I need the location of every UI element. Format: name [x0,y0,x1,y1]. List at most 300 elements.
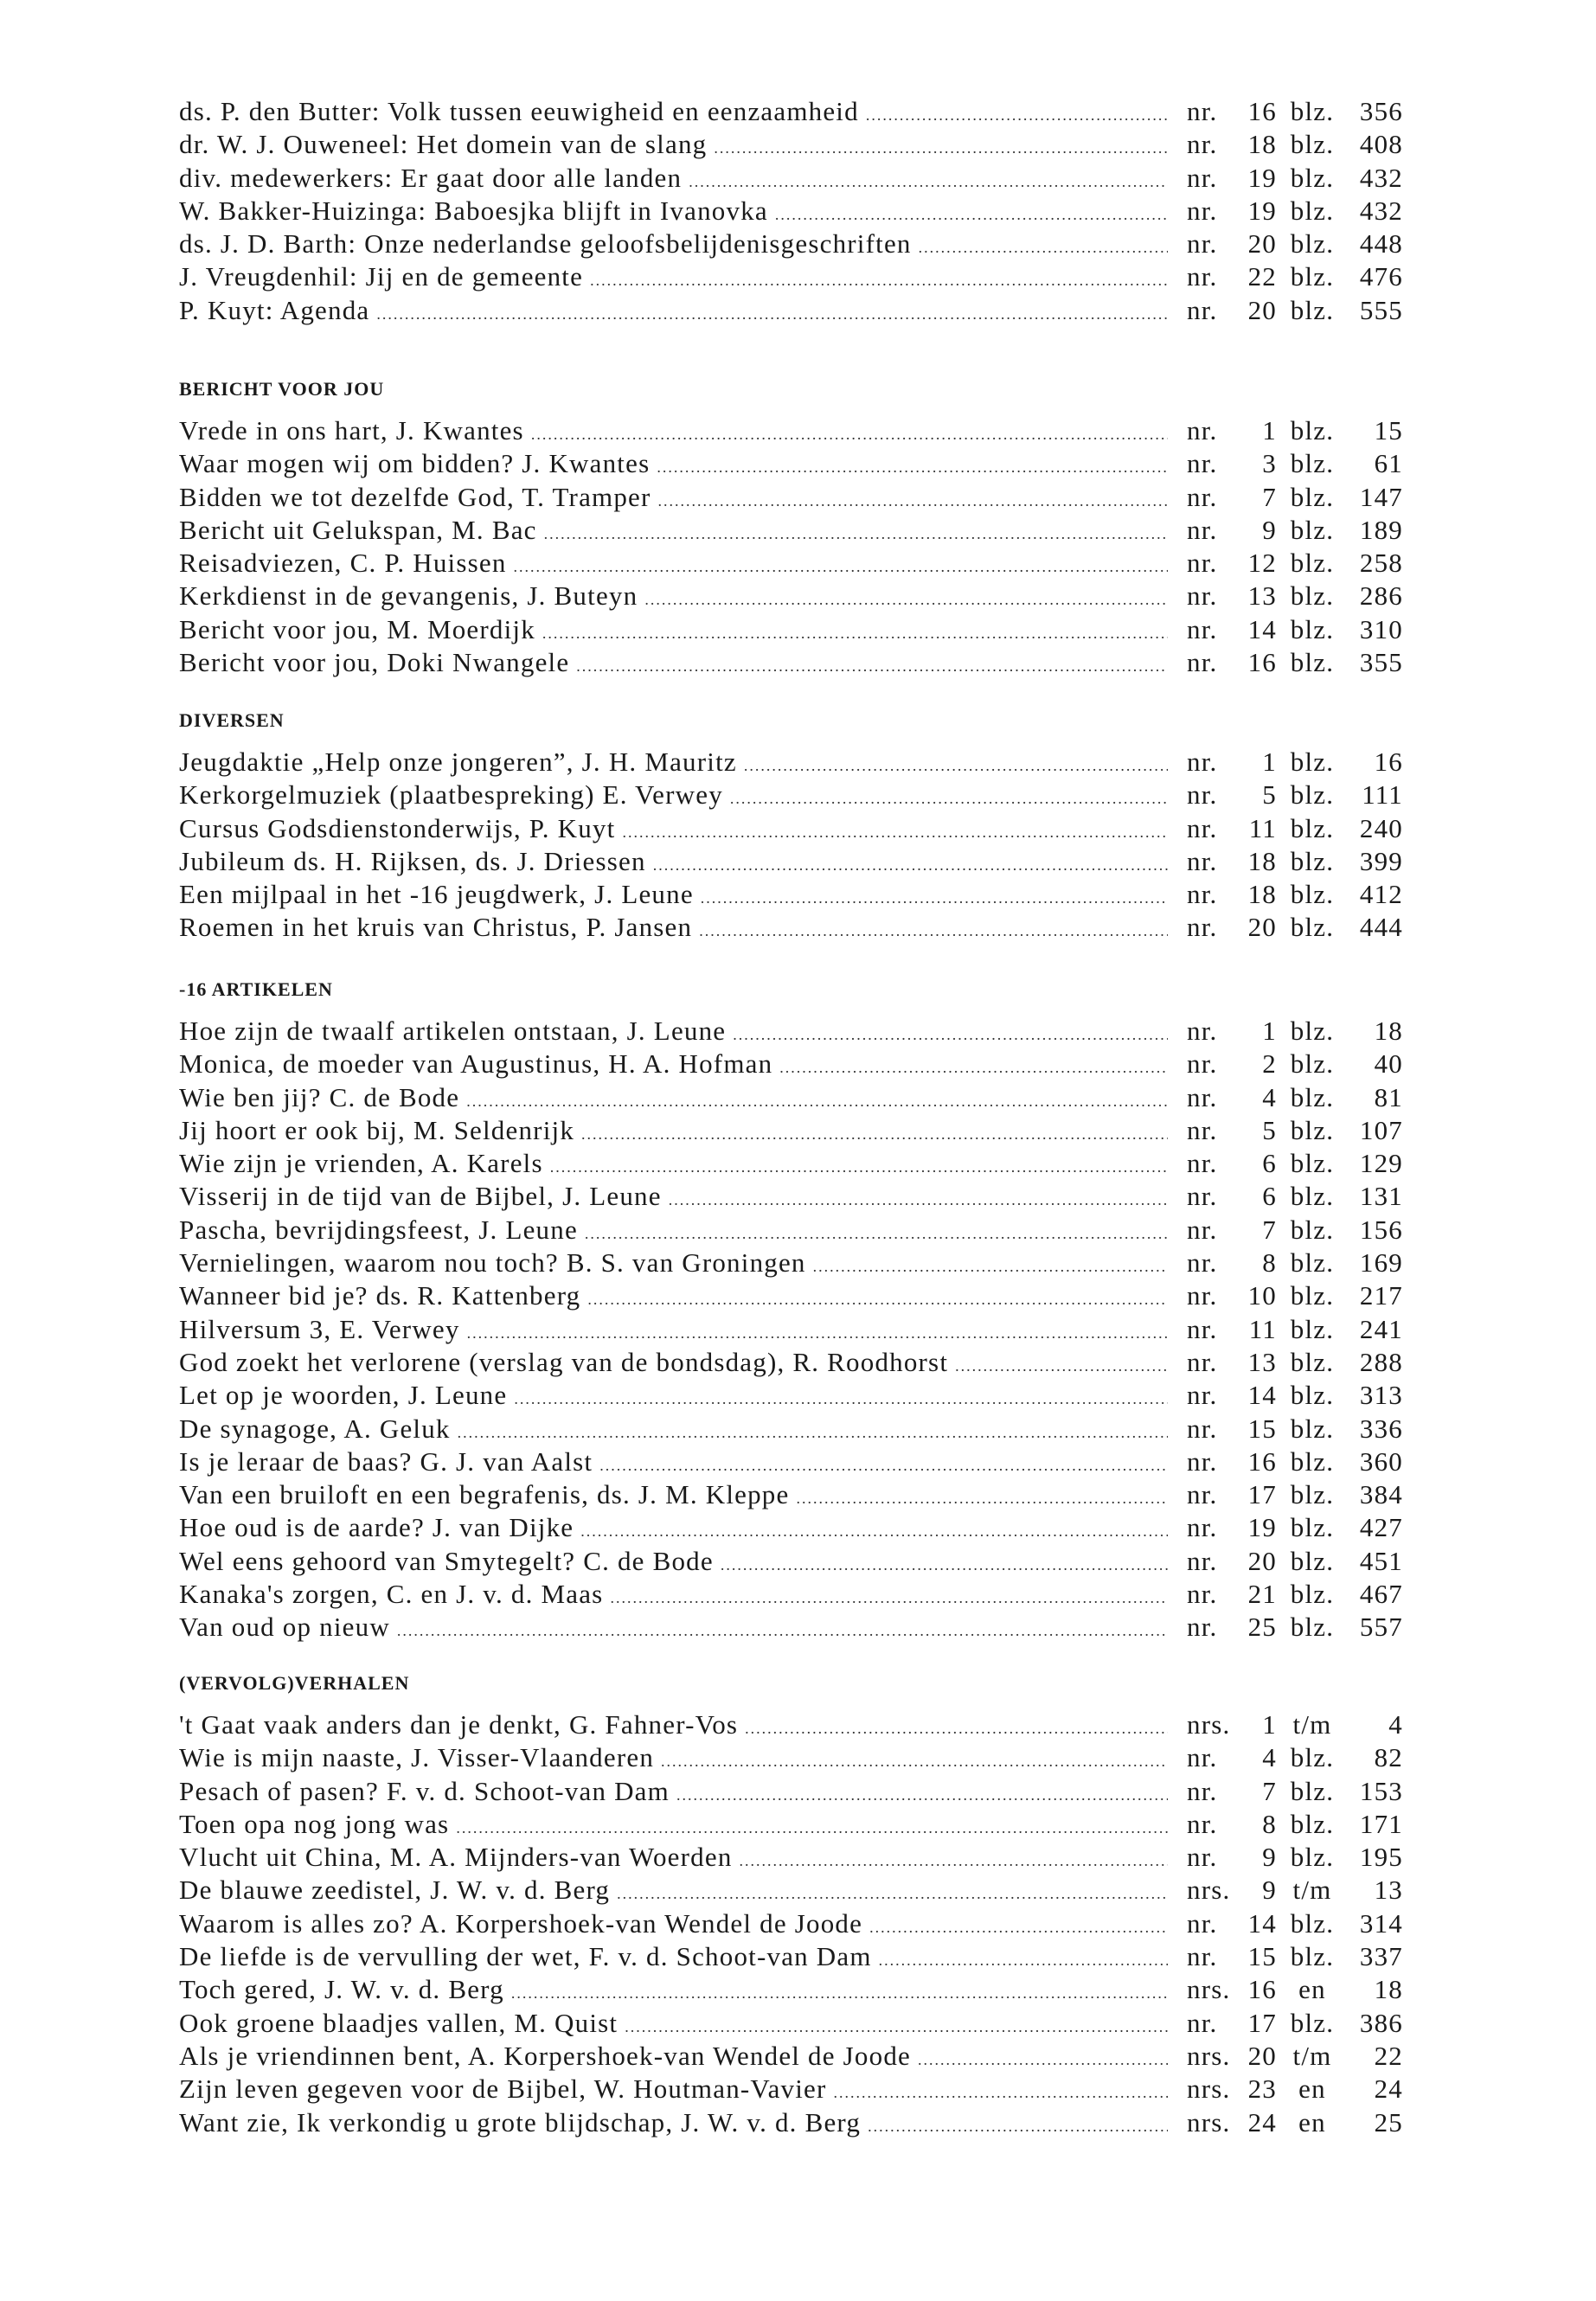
index-entry [179,1147,1403,1180]
entry-title: Vernielingen, waarom nou toch? B. S. van Groningen [179,1247,806,1279]
index-entry [179,1808,1403,1841]
index-entry [179,1413,1403,1445]
ref-separator: blz. [1290,1380,1335,1411]
issue-number: 24 [1247,2106,1277,2138]
dot-leader [456,1811,1168,1844]
issue-number: 13 [1247,1346,1277,1377]
entry-reference [1187,294,1403,327]
index-entry [179,1708,1403,1741]
ref-prefix: nr. [1187,514,1218,545]
ref-prefix: nr. [1187,647,1218,678]
issue-number: 17 [1247,2007,1277,2038]
entry-title: Een mijlpaal in het -16 jeugdwerk, J. Leune [179,879,694,910]
dot-leader [514,1382,1168,1415]
page-number: 476 [1359,261,1403,292]
page-number: 408 [1359,129,1403,160]
entry-title: J. Vreugdenhil: Jij en de gemeente [179,261,584,292]
page-number: 15 [1374,415,1403,445]
entry-title: Wie is mijn naaste, J. Visser-Vlaanderen [179,1742,655,1773]
ref-separator: blz. [1290,1612,1335,1643]
dot-leader [918,2043,1168,2076]
dot-leader [730,782,1168,815]
issue-number: 17 [1247,1479,1277,1510]
ref-separator: blz. [1290,415,1335,445]
entry-title: Van een bruiloft en een begrafenis, ds. J. M. Kleppe [179,1479,790,1510]
index-entry [179,1346,1403,1379]
ref-separator: blz. [1290,779,1335,811]
page-number: 156 [1359,1214,1403,1245]
page-number: 258 [1359,548,1403,579]
entry-reference [1187,1907,1403,1940]
entry-reference [1187,128,1403,161]
entry-title: Hoe zijn de twaalf artikelen ontstaan, J. Leune [179,1016,727,1046]
ref-separator: t/m [1292,1709,1332,1740]
ref-prefix: nr. [1187,1148,1218,1179]
index-entry [179,1048,1403,1080]
issue-number: 11 [1248,812,1277,843]
dot-leader [622,816,1168,849]
entry-title: God zoekt het verlorene (verslag van de bondsdag), R. Roodhorst [179,1346,949,1377]
entry-title: Is je leraar de baas? G. J. van Aalst [179,1445,593,1477]
ref-prefix: nr. [1187,1479,1218,1510]
page-number: 337 [1359,1941,1403,1972]
page-number: 310 [1359,613,1403,644]
ref-prefix: nr. [1187,1380,1218,1411]
issue-number: 13 [1247,580,1277,612]
ref-separator: blz. [1290,1808,1335,1839]
page-number: 153 [1359,1775,1403,1806]
page-number: 61 [1374,448,1403,479]
page-number: 355 [1359,647,1403,678]
entry-title: Pascha, bevrijdingsfeest, J. Leune [179,1214,578,1245]
entry-reference [1187,2040,1403,2073]
issue-number: 12 [1247,548,1277,579]
dot-leader [721,1548,1168,1581]
index-entry [179,2040,1403,2073]
ref-separator: blz. [1290,162,1335,193]
dot-leader [796,1482,1168,1515]
index-entry [179,1313,1403,1346]
index-entry [179,414,1403,447]
ref-separator: blz. [1290,294,1335,325]
entry-title: Wel eens gehoord van Smytegelt? C. de Bode [179,1545,714,1576]
page-number: 169 [1359,1247,1403,1279]
entry-title: Hilversum 3, E. Verwey [179,1313,460,1344]
entry-title: Jubileum ds. H. Rijksen, ds. J. Driessen [179,845,646,876]
entry-reference [1187,1511,1403,1544]
page-number: 18 [1374,1974,1403,2005]
issue-number: 20 [1247,1545,1277,1576]
ref-separator: blz. [1290,1445,1335,1477]
ref-separator: blz. [1290,879,1335,910]
index-entry [179,1973,1403,2006]
ref-prefix: nr. [1187,294,1218,325]
issue-number: 8 [1262,1808,1277,1839]
entry-reference [1187,1741,1403,1774]
page-number: 241 [1359,1313,1403,1344]
issue-number: 9 [1262,1842,1277,1873]
entry-reference [1187,1841,1403,1874]
issue-number: 1 [1262,415,1277,445]
entry-reference [1187,646,1403,679]
entry-title: dr. W. J. Ouweneel: Het domein van de slang [179,129,708,160]
ref-prefix: nr. [1187,1413,1218,1444]
entry-title: Monica, de moeder van Augustinus, H. A. Hofman [179,1048,773,1080]
entry-reference [1187,2007,1403,2040]
ref-prefix: nr. [1187,1808,1218,1839]
ref-separator: blz. [1290,448,1335,479]
ref-separator: blz. [1290,1479,1335,1510]
entry-title: De liefde is de vervulling der wet, F. v. d. Schoot-van Dam [179,1941,872,1972]
issue-number: 19 [1247,1512,1277,1543]
ref-prefix: nr. [1187,228,1218,260]
issue-number: 23 [1247,2073,1277,2105]
entry-title: Als je vriendinnen bent, A. Korpershoek-van Wendel de Joode [179,2040,911,2071]
ref-prefix: nr. [1187,1842,1218,1873]
issue-number: 4 [1262,1081,1277,1112]
entry-title: Bidden we tot dezelfde God, T. Tramper [179,481,651,512]
section-heading: -16 ARTIKELEN [179,978,333,1000]
page-number: 217 [1359,1280,1403,1311]
entry-title: Pesach of pasen? F. v. d. Schoot-van Dam [179,1775,670,1806]
dot-leader [617,1877,1168,1910]
ref-prefix: nr. [1187,1048,1218,1080]
ref-separator: blz. [1290,1413,1335,1444]
ref-separator: blz. [1290,812,1335,843]
ref-prefix: nr. [1187,96,1218,126]
index-entry [179,128,1403,161]
ref-prefix: nrs. [1187,2040,1231,2071]
entry-title: ds. J. D. Barth: Onze nederlandse geloofsbelijdenisgeschriften [179,228,912,260]
entry-reference [1187,514,1403,547]
page-number: 399 [1359,845,1403,876]
entry-title: Want zie, Ik verkondig u grote blijdschap, J. W. v. d. Berg [179,2106,862,2138]
issue-number: 19 [1247,162,1277,193]
entry-reference [1187,1545,1403,1578]
entry-reference [1187,1147,1403,1180]
issue-number: 9 [1262,514,1277,545]
entry-reference [1187,1279,1403,1312]
dot-leader [657,451,1168,484]
dot-leader [714,131,1168,164]
index-entry [179,95,1403,128]
ref-prefix: nr. [1187,779,1218,811]
entry-title: Kerkdienst in de gevangenis, J. Buteyn [179,580,638,612]
dot-leader [745,1712,1168,1745]
entry-title: W. Bakker-Huizinga: Baboesjka blijft in Ivanovka [179,195,768,226]
ref-prefix: nr. [1187,580,1218,612]
entry-reference [1187,1973,1403,2006]
ref-separator: blz. [1290,1114,1335,1145]
page-number: 81 [1374,1081,1403,1112]
issue-number: 21 [1247,1579,1277,1610]
dot-leader [644,583,1168,616]
index-entry [179,779,1403,811]
index-entry [179,1741,1403,1774]
dot-leader [699,914,1168,947]
entry-reference [1187,1313,1403,1346]
dot-leader [658,484,1168,517]
entry-reference [1187,1346,1403,1379]
entry-reference [1187,260,1403,293]
issue-number: 7 [1262,1775,1277,1806]
page-number: 25 [1374,2106,1403,2138]
entry-reference [1187,447,1403,480]
ref-separator: blz. [1290,1181,1335,1212]
issue-number: 15 [1247,1941,1277,1972]
dot-leader [676,1779,1168,1811]
ref-separator: blz. [1290,1579,1335,1610]
index-entry [179,646,1403,679]
index-entry [179,746,1403,779]
ref-separator: blz. [1290,1313,1335,1344]
entry-title: Let op je woorden, J. Leune [179,1380,508,1411]
index-entry [179,1214,1403,1247]
page-number: 129 [1359,1148,1403,1179]
dot-leader [744,749,1168,782]
dot-leader [834,2076,1168,2109]
ref-prefix: nr. [1187,879,1218,910]
entry-title: Vlucht uit China, M. A. Mijnders-van Woerden [179,1842,733,1873]
index-entry [179,580,1403,612]
dot-leader [581,1118,1168,1150]
ref-prefix: nr. [1187,1181,1218,1212]
issue-number: 3 [1262,448,1277,479]
page-number: 356 [1359,96,1403,126]
issue-number: 20 [1247,912,1277,943]
issue-number: 10 [1247,1280,1277,1311]
page-number: 427 [1359,1512,1403,1543]
dot-leader [813,1250,1168,1283]
dot-leader [511,1977,1168,2009]
entry-title: P. Kuyt: Agenda [179,294,370,325]
dot-leader [585,1217,1168,1250]
index-entry [179,547,1403,580]
dot-leader [919,231,1168,264]
page-number: 40 [1374,1048,1403,1080]
index-entry [179,1775,1403,1808]
entry-reference [1187,1808,1403,1841]
ref-separator: blz. [1290,514,1335,545]
entry-reference [1187,1578,1403,1611]
entry-title: ds. P. den Butter: Volk tussen eeuwigheid en eenzaamheid [179,96,859,126]
page-number: 360 [1359,1445,1403,1477]
ref-separator: blz. [1290,845,1335,876]
issue-number: 19 [1247,195,1277,226]
ref-separator: blz. [1290,1346,1335,1377]
issue-number: 5 [1262,779,1277,811]
entry-reference [1187,1214,1403,1247]
ref-prefix: nr. [1187,1941,1218,1972]
page-number: 286 [1359,580,1403,612]
ref-separator: blz. [1290,96,1335,126]
ref-prefix: nr. [1187,1579,1218,1610]
ref-separator: en [1298,2073,1326,2105]
issue-number: 15 [1247,1413,1277,1444]
ref-separator: blz. [1290,195,1335,226]
page-number: 336 [1359,1413,1403,1444]
entry-title: De synagoge, A. Geluk [179,1413,451,1444]
page-number: 314 [1359,1907,1403,1939]
index-entry [179,2007,1403,2040]
issue-number: 22 [1247,261,1277,292]
index-entry [179,1081,1403,1114]
ref-prefix: nr. [1187,415,1218,445]
section-heading: DIVERSEN [179,709,285,731]
entry-title: Hoe oud is de aarde? J. van Dijke [179,1512,574,1543]
issue-number: 2 [1262,1048,1277,1080]
ref-prefix: nr. [1187,162,1218,193]
ref-separator: blz. [1290,2007,1335,2038]
ref-prefix: nr. [1187,1545,1218,1576]
entry-title: Van oud op nieuw [179,1612,390,1643]
ref-prefix: nr. [1187,1445,1218,1477]
page-number: 288 [1359,1346,1403,1377]
dot-leader [590,264,1168,297]
dot-leader [542,617,1168,650]
issue-number: 16 [1247,96,1277,126]
entry-reference [1187,95,1403,128]
entry-title: Reisadviezen, C. P. Huissen [179,548,507,579]
issue-number: 4 [1262,1742,1277,1773]
ref-separator: en [1298,1974,1326,2005]
ref-prefix: nrs. [1187,1875,1231,1906]
issue-number: 7 [1262,1214,1277,1245]
index-section [179,373,1403,679]
dot-leader [866,99,1168,131]
ref-separator: blz. [1290,1545,1335,1576]
ref-prefix: nr. [1187,1280,1218,1311]
page-number: 16 [1374,747,1403,777]
index-entry [179,1940,1403,1973]
dot-leader [661,1745,1168,1778]
page-number: 4 [1388,1709,1403,1740]
dot-leader [869,1911,1168,1944]
entry-reference [1187,1874,1403,1907]
ref-separator: blz. [1290,912,1335,943]
issue-number: 1 [1262,1016,1277,1046]
ref-prefix: nr. [1187,1313,1218,1344]
ref-separator: blz. [1290,1081,1335,1112]
dot-leader [587,1283,1168,1316]
entry-reference [1187,1081,1403,1114]
ref-separator: blz. [1290,1842,1335,1873]
index-entry [179,1874,1403,1907]
dot-leader [689,165,1168,198]
issue-number: 8 [1262,1247,1277,1279]
page-number: 111 [1362,779,1403,811]
ref-prefix: nr. [1187,812,1218,843]
entry-title: Wanneer bid je? ds. R. Kattenberg [179,1280,581,1311]
index-entry [179,447,1403,480]
entry-reference [1187,228,1403,260]
page-number: 432 [1359,162,1403,193]
dot-leader [514,550,1168,583]
ref-separator: t/m [1292,1875,1332,1906]
index-entry [179,1578,1403,1611]
ref-prefix: nr. [1187,1346,1218,1377]
entry-title: Bericht voor jou, Doki Nwangele [179,647,570,678]
page-number: 557 [1359,1612,1403,1643]
entry-reference [1187,1180,1403,1213]
entry-reference [1187,2106,1403,2139]
issue-number: 14 [1247,613,1277,644]
ref-separator: blz. [1290,613,1335,644]
entry-title: Toch gered, J. W. v. d. Berg [179,1974,504,2005]
section-heading: (VERVOLG)VERHALEN [179,1672,410,1694]
ref-prefix: nrs. [1187,1974,1231,2005]
page-number: 386 [1359,2007,1403,2038]
ref-prefix: nr. [1187,1907,1218,1939]
dot-leader [625,2010,1168,2043]
ref-separator: blz. [1290,1214,1335,1245]
entry-reference [1187,911,1403,944]
entry-title: Zijn leven gegeven voor de Bijbel, W. Houtman-Vavier [179,2073,827,2105]
section-heading: BERICHT VOOR JOU [179,378,385,400]
dot-leader [458,1416,1168,1449]
dot-leader [955,1349,1168,1382]
index-entry [179,1180,1403,1213]
ref-separator: blz. [1290,481,1335,512]
index-section [179,704,1403,945]
page-number: 189 [1359,514,1403,545]
index-section [179,973,1403,1644]
index-entry [179,1478,1403,1511]
index-entry [179,878,1403,911]
ref-prefix: nr. [1187,912,1218,943]
issue-number: 18 [1247,845,1277,876]
ref-prefix: nrs. [1187,2073,1231,2105]
page-number: 147 [1359,481,1403,512]
ref-prefix: nr. [1187,548,1218,579]
entry-title: Wie zijn je vrienden, A. Karels [179,1148,543,1179]
issue-number: 18 [1247,129,1277,160]
index-entry [179,481,1403,514]
entry-title: Roemen in het kruis van Christus, P. Jansen [179,912,693,943]
ref-separator: blz. [1290,228,1335,260]
index-entry [179,2073,1403,2106]
entry-title: Bericht voor jou, M. Moerdijk [179,613,535,644]
ref-separator: en [1298,2106,1326,2138]
ref-separator: t/m [1292,2040,1332,2071]
page-number: 171 [1359,1808,1403,1839]
index-entry [179,228,1403,260]
entry-title: De blauwe zeedistel, J. W. v. d. Berg [179,1875,611,1906]
index-entry [179,1015,1403,1048]
entry-reference [1187,878,1403,911]
ref-prefix: nr. [1187,1612,1218,1643]
ref-separator: blz. [1290,548,1335,579]
ref-prefix: nr. [1187,129,1218,160]
page-number: 451 [1359,1545,1403,1576]
issue-number: 11 [1248,1313,1277,1344]
issue-number: 1 [1262,1709,1277,1740]
issue-number: 20 [1247,294,1277,325]
index-entry [179,1445,1403,1478]
ref-separator: blz. [1290,747,1335,777]
index-entry [179,1611,1403,1644]
entry-title: Kerkorgelmuziek (plaatbespreking) E. Verwey [179,779,723,811]
page-number: 107 [1359,1114,1403,1145]
entry-reference [1187,580,1403,612]
entry-reference [1187,1478,1403,1511]
dot-leader [467,1317,1168,1349]
ref-prefix: nr. [1187,1081,1218,1112]
page-number: 82 [1374,1742,1403,1773]
issue-number: 14 [1247,1380,1277,1411]
ref-prefix: nrs. [1187,2106,1231,2138]
issue-number: 25 [1247,1612,1277,1643]
